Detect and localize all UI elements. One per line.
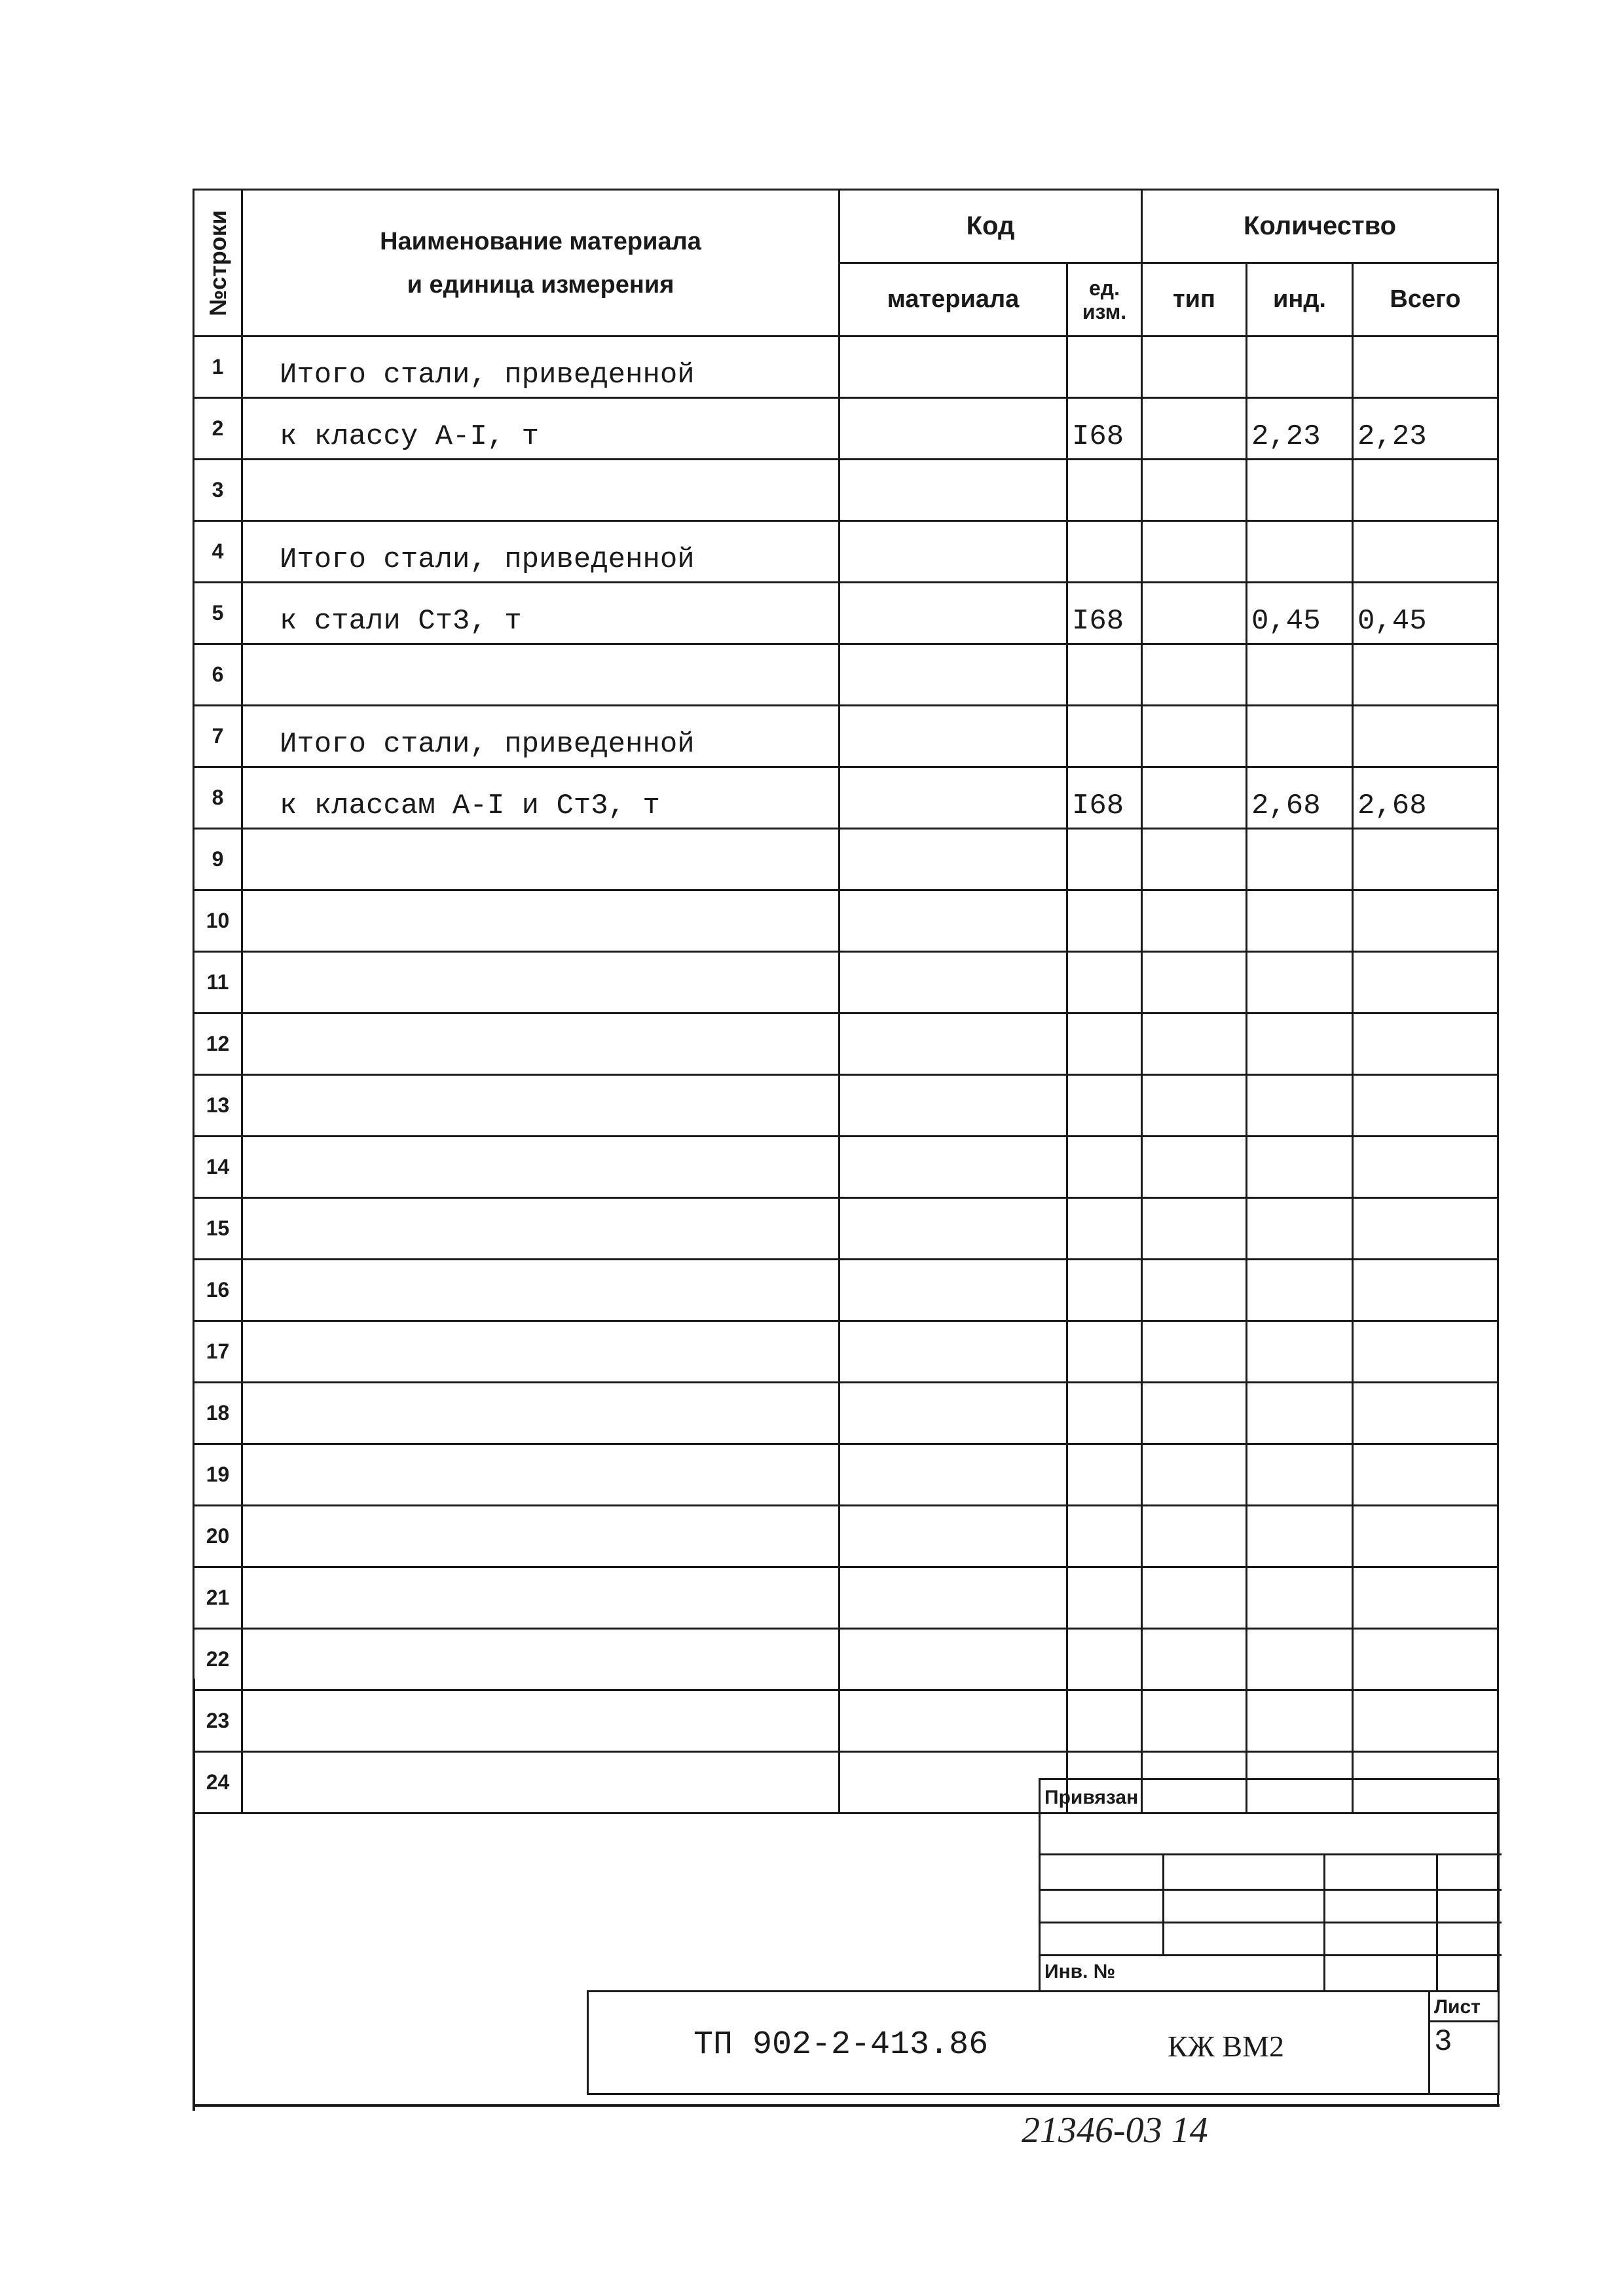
row-number-cell: 24	[194, 1752, 242, 1813]
type-cell	[1142, 952, 1247, 1013]
ind-cell	[1247, 1321, 1353, 1383]
total-cell	[1353, 1383, 1498, 1444]
row-number-cell: 10	[194, 890, 242, 952]
sheet-cell	[1428, 1992, 1498, 2093]
type-cell	[1142, 706, 1247, 767]
table-row	[194, 398, 1498, 460]
type-cell	[1142, 1260, 1247, 1321]
table-row	[194, 1444, 1498, 1506]
row-number-cell: 13	[194, 1075, 242, 1137]
ind-cell	[1247, 337, 1353, 398]
type-header: тип	[1142, 263, 1247, 337]
total-cell	[1353, 1321, 1498, 1383]
sheet-label: Лист	[1430, 1996, 1498, 2022]
unit-code-cell	[1067, 337, 1142, 398]
ind-cell	[1247, 1690, 1353, 1752]
total-cell	[1353, 890, 1498, 952]
table-row	[194, 767, 1498, 829]
row-number-cell: 2	[194, 398, 242, 460]
type-cell	[1142, 829, 1247, 890]
ind-cell	[1247, 1506, 1353, 1567]
total-cell	[1353, 521, 1498, 583]
ind-cell	[1247, 1567, 1353, 1629]
materials-table	[193, 189, 1499, 1814]
type-cell	[1142, 583, 1247, 644]
material-code-cell	[840, 1321, 1067, 1383]
row-number-header-label: №строки	[204, 210, 231, 316]
material-code-cell	[840, 460, 1067, 521]
row-number-header	[194, 190, 242, 337]
table-row	[194, 1137, 1498, 1198]
type-cell	[1142, 644, 1247, 706]
type-cell	[1142, 460, 1247, 521]
ind-cell	[1247, 1013, 1353, 1075]
table-row	[194, 1321, 1498, 1383]
unit-code-cell	[1067, 521, 1142, 583]
table-row	[194, 521, 1498, 583]
row-number-cell: 4	[194, 521, 242, 583]
binding-row-line-1	[1041, 1853, 1502, 1855]
total-cell	[1353, 1629, 1498, 1690]
total-cell	[1353, 1198, 1498, 1260]
ind-cell	[1247, 1137, 1353, 1198]
unit-code-cell	[1067, 890, 1142, 952]
type-cell	[1142, 521, 1247, 583]
total-cell	[1353, 1567, 1498, 1629]
total-cell	[1353, 952, 1498, 1013]
row-number-cell: 7	[194, 706, 242, 767]
ind-cell	[1247, 521, 1353, 583]
inventory-number-label: Инв. №	[1044, 1961, 1116, 1982]
ind-cell	[1247, 1198, 1353, 1260]
table-row	[194, 1075, 1498, 1137]
ind-cell: 2,23	[1247, 398, 1353, 460]
material-name-cell: Итого стали, приведенной	[242, 521, 840, 583]
table-row	[194, 1198, 1498, 1260]
row-number-cell: 17	[194, 1321, 242, 1383]
unit-code-cell	[1067, 1690, 1142, 1752]
material-code-cell	[840, 1629, 1067, 1690]
material-name-header-line2: и единица измерения	[407, 270, 674, 299]
material-code-cell	[840, 829, 1067, 890]
quantity-header: Количество	[1142, 190, 1498, 263]
sheet-code: КЖ ВМ2	[1168, 2030, 1284, 2063]
unit-code-cell	[1067, 1629, 1142, 1690]
document-code: ТП 902-2-413.86	[693, 2026, 989, 2064]
material-code-cell	[840, 1137, 1067, 1198]
ind-header: инд.	[1247, 263, 1353, 337]
material-name-cell	[242, 1690, 840, 1752]
total-cell	[1353, 1444, 1498, 1506]
type-cell	[1142, 1629, 1247, 1690]
type-cell	[1142, 1383, 1247, 1444]
table-row	[194, 1013, 1498, 1075]
unit-code-cell	[1067, 644, 1142, 706]
material-name-cell	[242, 1198, 840, 1260]
unit-code-cell	[1067, 1013, 1142, 1075]
type-cell	[1142, 398, 1247, 460]
ind-cell	[1247, 952, 1353, 1013]
material-code-cell	[840, 337, 1067, 398]
unit-code-cell: I68	[1067, 767, 1142, 829]
table-body	[194, 337, 1498, 1813]
binding-col-line-1	[1162, 1853, 1164, 1956]
table-row	[194, 337, 1498, 398]
ind-cell	[1247, 1075, 1353, 1137]
material-name-cell: к стали Ст3, т	[242, 583, 840, 644]
total-cell	[1353, 706, 1498, 767]
total-cell	[1353, 1506, 1498, 1567]
material-name-cell: Итого стали, приведенной	[242, 706, 840, 767]
frame-bottom-line	[193, 2104, 1500, 2107]
binding-row-line-3	[1041, 1922, 1502, 1923]
type-cell	[1142, 1506, 1247, 1567]
material-name-cell: к классу А-I, т	[242, 398, 840, 460]
table-row	[194, 460, 1498, 521]
total-cell	[1353, 829, 1498, 890]
ind-cell	[1247, 644, 1353, 706]
frame-left-line	[193, 1679, 195, 2111]
unit-code-cell	[1067, 952, 1142, 1013]
row-number-cell: 3	[194, 460, 242, 521]
code-header: Код	[840, 190, 1142, 263]
row-number-cell: 11	[194, 952, 242, 1013]
material-code-cell	[840, 767, 1067, 829]
table-row	[194, 1629, 1498, 1690]
ind-cell	[1247, 890, 1353, 952]
binding-col-line-2	[1323, 1853, 1325, 1994]
table-row	[194, 829, 1498, 890]
table-row	[194, 890, 1498, 952]
row-number-cell: 19	[194, 1444, 242, 1506]
unit-code-header-line2: изм.	[1082, 299, 1127, 323]
material-name-cell	[242, 1137, 840, 1198]
total-cell	[1353, 1013, 1498, 1075]
unit-code-cell	[1067, 1444, 1142, 1506]
row-number-cell: 1	[194, 337, 242, 398]
material-name-cell	[242, 1321, 840, 1383]
unit-code-cell	[1067, 1567, 1142, 1629]
type-cell	[1142, 337, 1247, 398]
material-name-header	[242, 190, 840, 337]
material-code-cell	[840, 1013, 1067, 1075]
type-cell	[1142, 1321, 1247, 1383]
row-number-cell: 15	[194, 1198, 242, 1260]
material-code-cell	[840, 1567, 1067, 1629]
material-name-cell	[242, 460, 840, 521]
row-number-cell: 18	[194, 1383, 242, 1444]
type-cell	[1142, 1444, 1247, 1506]
unit-code-cell	[1067, 1198, 1142, 1260]
total-cell: 2,23	[1353, 398, 1498, 460]
table-row	[194, 1567, 1498, 1629]
total-cell	[1353, 1690, 1498, 1752]
table-row	[194, 1260, 1498, 1321]
unit-code-cell	[1067, 1383, 1142, 1444]
ind-cell: 2,68	[1247, 767, 1353, 829]
unit-code-cell	[1067, 829, 1142, 890]
total-cell	[1353, 1137, 1498, 1198]
binding-row-line-4	[1041, 1954, 1502, 1956]
material-name-cell	[242, 1075, 840, 1137]
ind-cell	[1247, 1629, 1353, 1690]
unit-code-cell	[1067, 1137, 1142, 1198]
total-cell	[1353, 1075, 1498, 1137]
ind-cell	[1247, 1260, 1353, 1321]
ind-cell	[1247, 1383, 1353, 1444]
material-code-cell	[840, 1383, 1067, 1444]
material-code-cell	[840, 952, 1067, 1013]
table-row	[194, 706, 1498, 767]
total-cell	[1353, 460, 1498, 521]
material-code-cell	[840, 1198, 1067, 1260]
table-row	[194, 1383, 1498, 1444]
binding-col-line-3	[1436, 1853, 1438, 1994]
ind-cell	[1247, 829, 1353, 890]
material-name-cell: Итого стали, приведенной	[242, 337, 840, 398]
unit-code-cell	[1067, 1321, 1142, 1383]
ind-cell: 0,45	[1247, 583, 1353, 644]
type-cell	[1142, 1075, 1247, 1137]
table-row	[194, 644, 1498, 706]
material-code-cell	[840, 1444, 1067, 1506]
table-row	[194, 583, 1498, 644]
material-name-cell	[242, 952, 840, 1013]
binding-label: Привязан	[1044, 1787, 1139, 1808]
type-cell	[1142, 890, 1247, 952]
type-cell	[1142, 1137, 1247, 1198]
unit-code-cell	[1067, 1075, 1142, 1137]
unit-code-cell: I68	[1067, 398, 1142, 460]
material-code-cell	[840, 583, 1067, 644]
unit-code-cell: I68	[1067, 583, 1142, 644]
material-code-cell	[840, 706, 1067, 767]
material-name-cell	[242, 1506, 840, 1567]
unit-code-cell	[1067, 1506, 1142, 1567]
material-name-cell	[242, 1013, 840, 1075]
type-cell	[1142, 767, 1247, 829]
total-cell	[1353, 1260, 1498, 1321]
type-cell	[1142, 1013, 1247, 1075]
row-number-cell: 23	[194, 1690, 242, 1752]
row-number-cell: 9	[194, 829, 242, 890]
unit-code-cell	[1067, 1260, 1142, 1321]
material-code-cell	[840, 1690, 1067, 1752]
binding-block	[1039, 1778, 1500, 1992]
material-code-cell	[840, 1506, 1067, 1567]
total-cell: 2,68	[1353, 767, 1498, 829]
ind-cell	[1247, 1444, 1353, 1506]
material-name-cell	[242, 644, 840, 706]
row-number-cell: 22	[194, 1629, 242, 1690]
total-cell	[1353, 337, 1498, 398]
table-header	[194, 190, 1498, 337]
table-row	[194, 1690, 1498, 1752]
ind-cell	[1247, 706, 1353, 767]
material-name-header-line1: Наименование материала	[380, 227, 701, 255]
material-name-cell	[242, 1383, 840, 1444]
unit-code-cell	[1067, 706, 1142, 767]
material-name-cell	[242, 1567, 840, 1629]
total-header: Всего	[1353, 263, 1498, 337]
archive-number: 21346-03 14	[1022, 2110, 1208, 2151]
material-code-header: материала	[840, 263, 1067, 337]
total-cell	[1353, 644, 1498, 706]
sheet-number: 3	[1434, 2025, 1452, 2059]
row-number-cell: 6	[194, 644, 242, 706]
unit-code-header	[1067, 263, 1142, 337]
material-name-cell	[242, 890, 840, 952]
row-number-cell: 5	[194, 583, 242, 644]
binding-row-line-2	[1041, 1889, 1502, 1891]
material-name-cell	[242, 829, 840, 890]
row-number-cell: 16	[194, 1260, 242, 1321]
row-number-cell: 20	[194, 1506, 242, 1567]
ind-cell	[1247, 460, 1353, 521]
total-cell: 0,45	[1353, 583, 1498, 644]
material-code-cell	[840, 1752, 1067, 1813]
title-block	[587, 1990, 1500, 2095]
material-code-cell	[840, 1260, 1067, 1321]
material-code-cell	[840, 398, 1067, 460]
row-number-cell: 21	[194, 1567, 242, 1629]
unit-code-cell	[1067, 460, 1142, 521]
material-name-cell: к классам А-I и Ст3, т	[242, 767, 840, 829]
unit-code-header-line1: ед.	[1089, 276, 1120, 300]
material-code-cell	[840, 890, 1067, 952]
type-cell	[1142, 1198, 1247, 1260]
material-name-cell	[242, 1752, 840, 1813]
row-number-cell: 14	[194, 1137, 242, 1198]
material-code-cell	[840, 1075, 1067, 1137]
row-number-cell: 12	[194, 1013, 242, 1075]
type-cell	[1142, 1690, 1247, 1752]
material-name-cell	[242, 1629, 840, 1690]
type-cell	[1142, 1567, 1247, 1629]
material-name-cell	[242, 1444, 840, 1506]
material-code-cell	[840, 521, 1067, 583]
row-number-cell: 8	[194, 767, 242, 829]
material-name-cell	[242, 1260, 840, 1321]
material-code-cell	[840, 644, 1067, 706]
table-row	[194, 952, 1498, 1013]
table-row	[194, 1506, 1498, 1567]
